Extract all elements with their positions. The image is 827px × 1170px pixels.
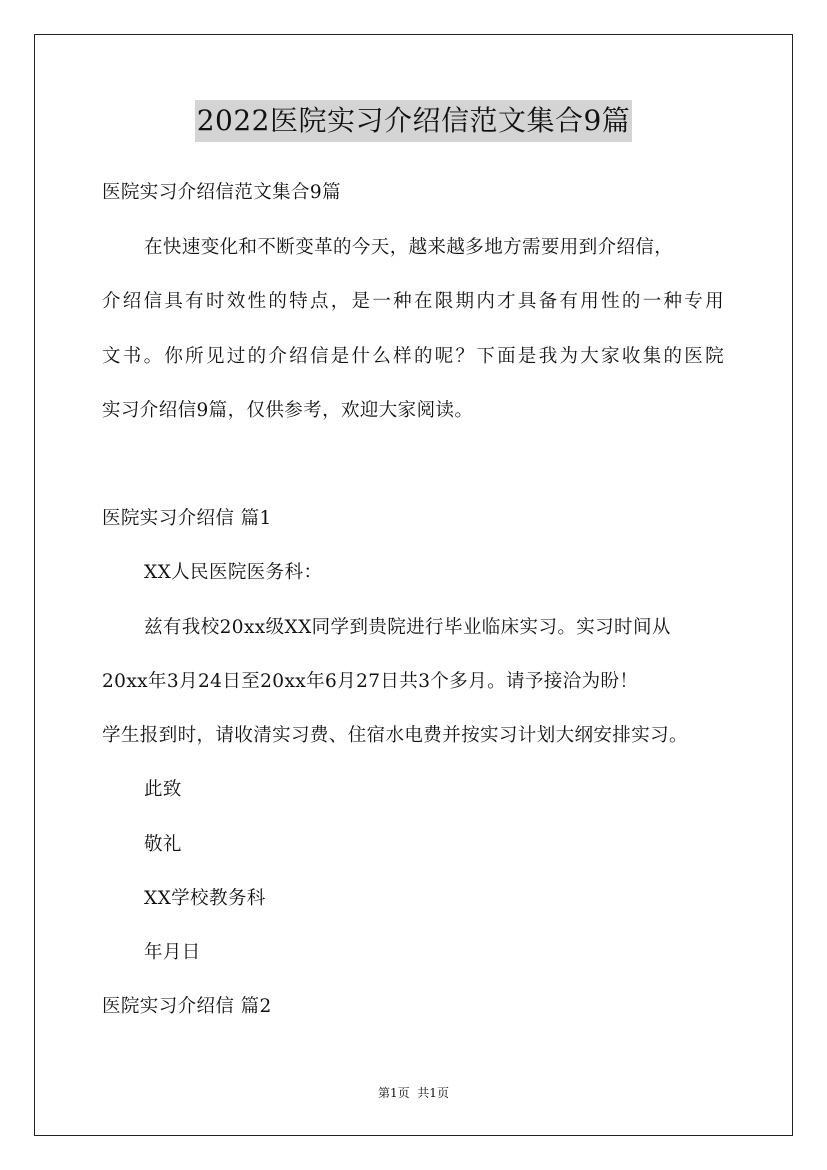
intro-line-4: 实习介绍信9篇，仅供参考，欢迎大家阅读。	[102, 400, 474, 421]
section1-body-line-1: 兹有我校20xx级XX同学到贵院进行毕业临床实习。实习时间从	[144, 617, 671, 638]
intro-line-3	[102, 345, 724, 369]
section1-heading: 医院实习介绍信 篇1	[102, 508, 272, 529]
document-title: 2022医院实习介绍信范文集合9篇	[195, 100, 633, 142]
section1-salutation: XX人民医院医务科：	[144, 562, 323, 583]
page-footer	[0, 1085, 827, 1101]
section1-body-line-3: 学生报到时，请收清实习费、住宿水电费并按实习计划大纲安排实习。	[102, 725, 688, 746]
section1-signature: XX学校教务科	[144, 888, 266, 909]
intro-line-1: 在快速变化和不断变革的今天，越来越多地方需要用到介绍信，	[144, 237, 674, 258]
document-subtitle: 医院实习介绍信范文集合9篇	[102, 182, 341, 203]
section1-date: 年月日	[144, 942, 201, 963]
section1-body-line-2: 20xx年3月24日至20xx年6月27日共3个多月。请予接洽为盼！	[102, 671, 639, 692]
section1-closing-1: 此致	[144, 779, 182, 800]
title-container	[0, 100, 827, 142]
intro-line-3-text: 文书。你所见过的介绍信是什么样的呢？下面是我为大家收集的医院	[102, 346, 724, 367]
intro-line-2	[102, 290, 724, 314]
page-number-label: 第1页 共1页	[378, 1086, 449, 1100]
section1-closing-2: 敬礼	[144, 834, 182, 855]
intro-line-2-text: 介绍信具有时效性的特点，是一种在限期内才具备有用性的一种专用	[102, 291, 724, 312]
section2-heading: 医院实习介绍信 篇2	[102, 996, 272, 1017]
